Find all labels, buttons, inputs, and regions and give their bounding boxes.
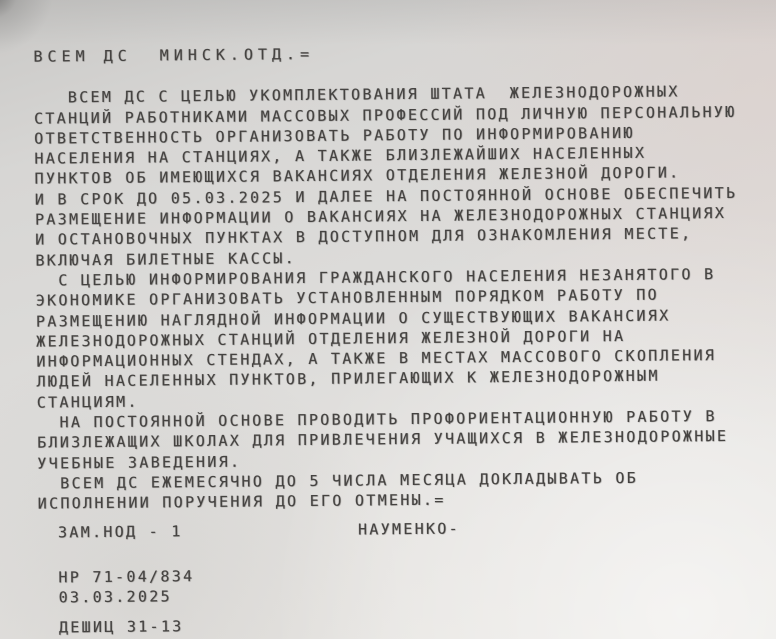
- body-line: С ЦЕЛЬЮ ИНФОРМИРОВАНИЯ ГРАЖДАНСКОГО НАСЕЛЕНИЯ НЕЗАНЯТОГО В: [35, 265, 716, 290]
- body-line: РАЗМЕЩЕНИЕ ИНФОРМАЦИИ О ВАКАНСИЯХ НА ЖЕЛЕЗНОДОРОЖНЫХ СТАНЦИЯХ: [34, 204, 727, 229]
- body-line: ЛЮДЕЙ НАСЕЛЕННЫХ ПУНКТОВ, ПРИЛЕГАЮЩИХ К ЖЕЛЕЗНОДОРОЖНЫМ: [36, 367, 660, 392]
- body-line: ИСПОЛНЕНИИ ПОРУЧЕНИЯ ДО ЕГО ОТМЕНЫ.=: [37, 490, 446, 513]
- body-line: ЭКОНОМИКЕ ОРГАНИЗОВАТЬ УСТАНОВЛЕННЫМ ПОРЯДКОМ РАБОТУ ПО: [35, 285, 660, 310]
- body-line: ПУНКТОВ ОБ ИМЕЮЩИХСЯ ВАКАНСИЯХ ОТДЕЛЕНИЯ ЖЕЛЕЗНОЙ ДОРОГИ.: [34, 163, 681, 189]
- body-line: НА ПОСТОЯННОЙ ОСНОВЕ ПРОВОДИТЬ ПРОФОРИЕНТАЦИОННУЮ РАБОТУ В: [36, 407, 717, 432]
- body-line: ВСЕМ ДС С ЦЕЛЬЮ УКОМПЛЕКТОВАНИЯ ШТАТА ЖЕЛЕЗНОДОРОЖНЫХ: [33, 82, 680, 107]
- body-line: И ОСТАНОВОЧНЫХ ПУНКТАХ В ДОСТУПНОМ ДЛЯ ОЗНАКОМЛЕНИЯ МЕСТЕ,: [35, 224, 693, 250]
- body-line: ЖЕЛЕЗНОДОРОЖНЫХ СТАНЦИЙ ОТДЕЛЕНИЯ ЖЕЛЕЗНОЙ ДОРОГИ НА: [36, 326, 626, 351]
- reference-block: [58, 560, 764, 607]
- operator-line: ДЕШИЦ 31-13: [58, 617, 184, 637]
- body-line: БЛИЗЛЕЖАЩИХ ШКОЛАХ ДЛЯ ПРИВЛЕЧЕНИЯ УЧАЩИХСЯ В ЖЕЛЕЗНОДОРОЖНЫЕ: [37, 427, 729, 452]
- document-body: [34, 81, 764, 514]
- address-line: ВСЕМ ДС МИНСК.ОТД.=: [33, 44, 315, 66]
- reference-number: НР 71-04/834: [58, 566, 195, 587]
- signature-row: [38, 515, 764, 542]
- body-line: ВСЕМ ДС ЕЖЕМЕСЯЧНО ДО 5 ЧИСЛА МЕСЯЦА ДОКЛАДЫВАТЬ ОБ: [37, 468, 639, 493]
- body-line: И В СРОК ДО 05.03.2025 И ДАЛЕЕ НА ПОСТОЯННОЙ ОСНОВЕ ОБЕСПЕЧИТЬ: [34, 183, 738, 209]
- body-line: ВКЛЮЧАЯ БИЛЕТНЫЕ КАССЫ.: [35, 248, 297, 270]
- body-line: СТАНЦИЯМ.: [36, 392, 139, 412]
- signer-position: ЗАМ.НОД - 1: [57, 521, 183, 541]
- body-line: СТАНЦИЙ РАБОТНИКАМИ МАССОВЫХ ПРОФЕССИЙ ПОД ЛИЧНУЮ ПЕРСОНАЛЬНУЮ: [33, 102, 737, 128]
- reference-date: 03.03.2025: [58, 587, 173, 607]
- body-line: НАСЕЛЕНИЯ НА СТАНЦИЯХ, А ТАКЖЕ БЛИЗЛЕЖАЙШИХ НАСЕЛЕННЫХ: [34, 143, 647, 168]
- body-line: ОТВЕТСТВЕННОСТЬ ОРГАНИЗОВАТЬ РАБОТУ ПО ИНФОРМИРОВАНИЮ: [34, 123, 635, 148]
- body-line: РАЗМЕЩЕНИЮ НАГЛЯДНОЙ ИНФОРМАЦИИ О СУЩЕСТВУЮЩИХ ВАКАНСИЯХ: [35, 306, 671, 331]
- body-line: ИНФОРМАЦИОННЫХ СТЕНДАХ, А ТАКЖЕ В МЕСТАХ МАССОВОГО СКОПЛЕНИЯ: [36, 346, 717, 371]
- body-line: УЧЕБНЫЕ ЗАВЕДЕНИЯ.: [37, 452, 242, 473]
- signer-name: НАУМЕНКО-: [357, 519, 461, 539]
